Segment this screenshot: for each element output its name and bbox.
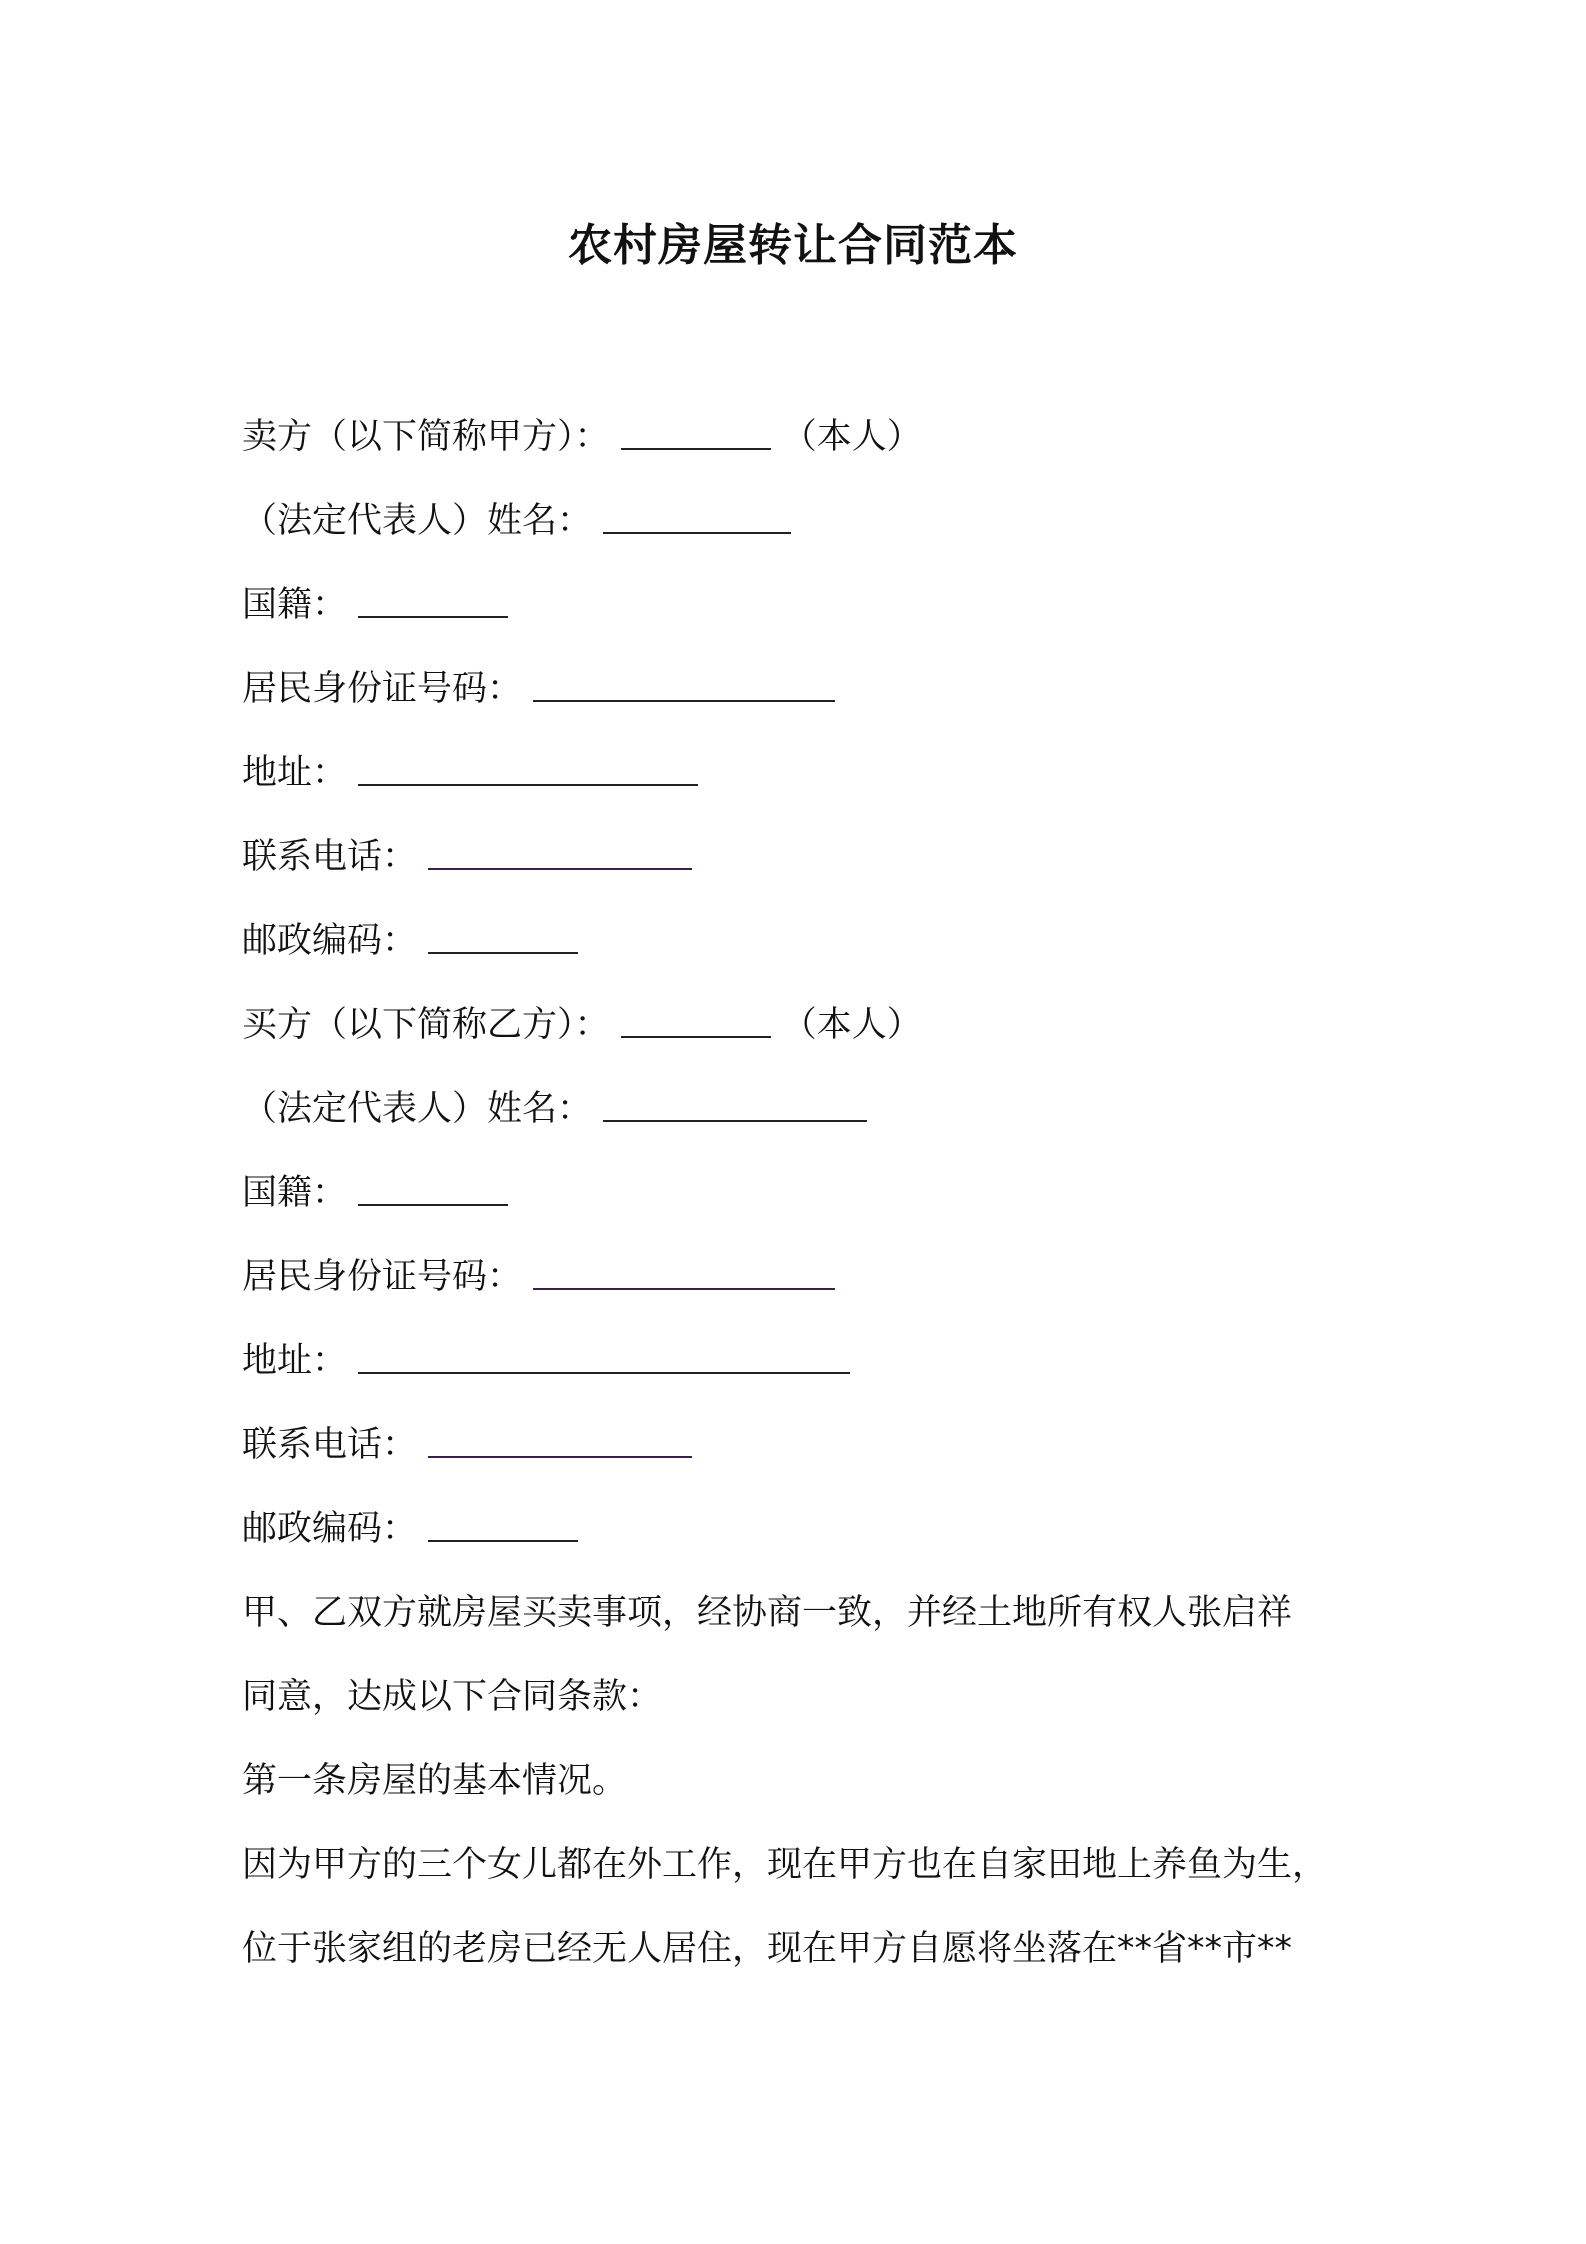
buyer-rep-line <box>242 1084 867 1134</box>
seller-nationality-label: 国籍： <box>242 585 348 625</box>
buyer-rep-blank <box>603 1090 867 1122</box>
seller-rep-label: （法定代表人）姓名： <box>242 501 593 541</box>
document-title: 农村房屋转让合同范本 <box>568 220 1018 271</box>
buyer-address-line <box>242 1336 850 1386</box>
seller-address-line <box>242 748 698 798</box>
buyer-self-label: （本人） <box>781 1005 922 1045</box>
seller-nationality-blank <box>358 586 508 618</box>
buyer-nationality-line <box>242 1168 508 1218</box>
buyer-postcode-blank <box>428 1510 578 1542</box>
seller-postcode-label: 邮政编码： <box>242 921 418 961</box>
seller-rep-blank <box>603 502 791 534</box>
seller-rep-line <box>242 496 791 546</box>
intro-line-2: 同意，达成以下合同条款： <box>242 1677 663 1717</box>
buyer-phone-blank <box>428 1426 692 1458</box>
buyer-postcode-line <box>242 1504 578 1554</box>
seller-heading-label: 卖方（以下简称甲方）： <box>242 417 610 457</box>
buyer-nationality-blank <box>358 1174 508 1206</box>
seller-id-line <box>242 664 835 714</box>
seller-postcode-line <box>242 916 578 966</box>
seller-nationality-line <box>242 580 508 630</box>
seller-address-blank <box>358 754 698 786</box>
seller-self-label: （本人） <box>781 417 922 457</box>
seller-id-blank <box>533 670 835 702</box>
buyer-heading-line <box>242 1000 922 1050</box>
seller-phone-line <box>242 832 692 882</box>
buyer-id-line <box>242 1252 835 1302</box>
intro-line-1: 甲、乙双方就房屋买卖事项，经协商一致，并经土地所有权人张启祥 <box>242 1593 1293 1633</box>
article-1-line-2: 位于张家组的老房已经无人居住，现在甲方自愿将坐落在**省**市** <box>242 1929 1293 1969</box>
seller-address-label: 地址： <box>242 753 348 793</box>
buyer-phone-label: 联系电话： <box>242 1425 418 1465</box>
seller-postcode-blank <box>428 922 578 954</box>
buyer-postcode-label: 邮政编码： <box>242 1509 418 1549</box>
buyer-nationality-label: 国籍： <box>242 1173 348 1213</box>
seller-heading-line <box>242 412 922 462</box>
buyer-phone-line <box>242 1420 692 1470</box>
buyer-rep-label: （法定代表人）姓名： <box>242 1089 593 1129</box>
buyer-address-label: 地址： <box>242 1341 348 1381</box>
seller-phone-blank <box>428 838 692 870</box>
seller-phone-label: 联系电话： <box>242 837 418 877</box>
article-1-title: 第一条房屋的基本情况。 <box>242 1761 628 1801</box>
buyer-id-label: 居民身份证号码： <box>242 1257 523 1297</box>
article-1-line-1: 因为甲方的三个女儿都在外工作，现在甲方也在自家田地上养鱼为生， <box>242 1845 1328 1885</box>
seller-name-blank <box>621 418 771 450</box>
buyer-heading-label: 买方（以下简称乙方）： <box>242 1005 610 1045</box>
seller-id-label: 居民身份证号码： <box>242 669 523 709</box>
buyer-id-blank <box>533 1258 835 1290</box>
buyer-address-blank <box>358 1342 850 1374</box>
buyer-name-blank <box>621 1006 771 1038</box>
